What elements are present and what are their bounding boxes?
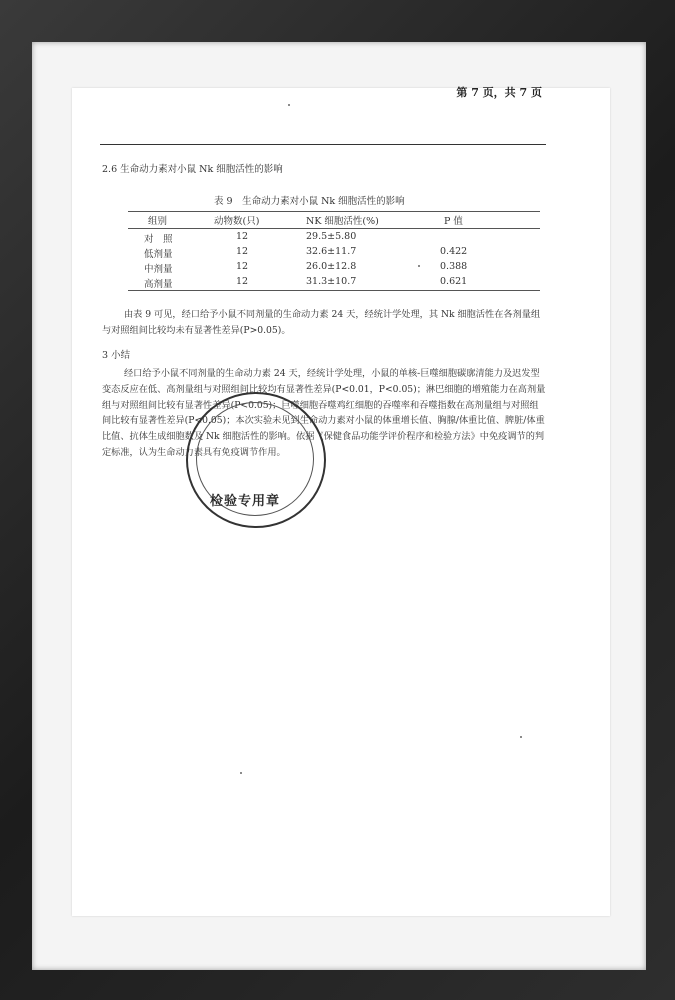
seal-text: 检验专用章 [210, 494, 281, 509]
table-cell-nk-activity: 29.5±5.80 [306, 231, 357, 242]
table-bottom-rule [128, 290, 540, 291]
table-cell-nk-activity: 26.0±12.8 [306, 261, 357, 272]
header-rule [100, 144, 546, 145]
table-cell-p-value: 0.422 [440, 246, 468, 257]
table-cell-group: 中剂量 [144, 264, 173, 275]
table-header-p-value: P 值 [444, 216, 463, 227]
conclusion-title: 3 小结 [102, 350, 131, 361]
scan-speck [520, 736, 522, 738]
table-cell-group: 对 照 [144, 234, 173, 245]
table-cell-animals: 12 [236, 231, 249, 242]
scan-speck [288, 104, 290, 106]
table-cell-nk-activity: 32.6±11.7 [306, 246, 357, 257]
table-cell-animals: 12 [236, 246, 249, 257]
section-title: 2.6 生命动力素对小鼠 Nk 细胞活性的影响 [102, 164, 283, 175]
table-header-nk-activity: NK 细胞活性(%) [306, 216, 379, 227]
scan-speck [418, 265, 420, 267]
table-header-group: 组别 [148, 216, 168, 227]
conclusion-paragraph: 经口给予小鼠不同剂量的生命动力素 24 天，经统计学处理，小鼠的单核-巨噬细胞碳廓清能力及迟发型变态反应在低、高剂量组与对照组间比较均有显著性差异(P<0.01，P<0.05)；淋巴细胞的增殖能力在高剂量组与对照组间比较有显著性差异(P<0.05)；巨噬细胞吞噬鸡红细胞的吞噬率和吞噬指数在高剂量组与对照组间比较有显著性差异(P<0.05)；本次实验未见到生命动力素对小鼠的体重增长值、胸腺/体重比值、脾脏/体重比值、抗体生成细胞数及 Nk 细胞活性的影响。依据《保健食品功能学评价程序和检验方法》中免疫调节的判定标准，认为生命动力素具有免疫调节作用。 [102, 368, 546, 458]
scan-speck [240, 772, 242, 774]
table-cell-group: 低剂量 [144, 249, 173, 260]
table-cell-p-value: 0.388 [440, 261, 468, 272]
table-cell-p-value: 0.621 [440, 276, 468, 287]
table-cell-animals: 12 [236, 261, 249, 272]
table-cell-nk-activity: 31.3±10.7 [306, 276, 357, 287]
results-paragraph: 由表 9 可见，经口给予小鼠不同剂量的生命动力素 24 天，经统计学处理，其 Nk 细胞活性在各剂量组与对照组间比较均未有显著性差异(P>0.05)。 [102, 309, 541, 336]
table-cell-group: 高剂量 [144, 279, 173, 290]
table-header-rule [128, 228, 540, 229]
table-caption: 表 9 生命动力素对小鼠 Nk 细胞活性的影响 [214, 196, 405, 207]
page-number-header: 第 7 页，共 7 页 [456, 86, 542, 99]
table-header-animals: 动物数(只) [214, 216, 260, 227]
table-top-rule [128, 211, 540, 212]
table-cell-animals: 12 [236, 276, 249, 287]
